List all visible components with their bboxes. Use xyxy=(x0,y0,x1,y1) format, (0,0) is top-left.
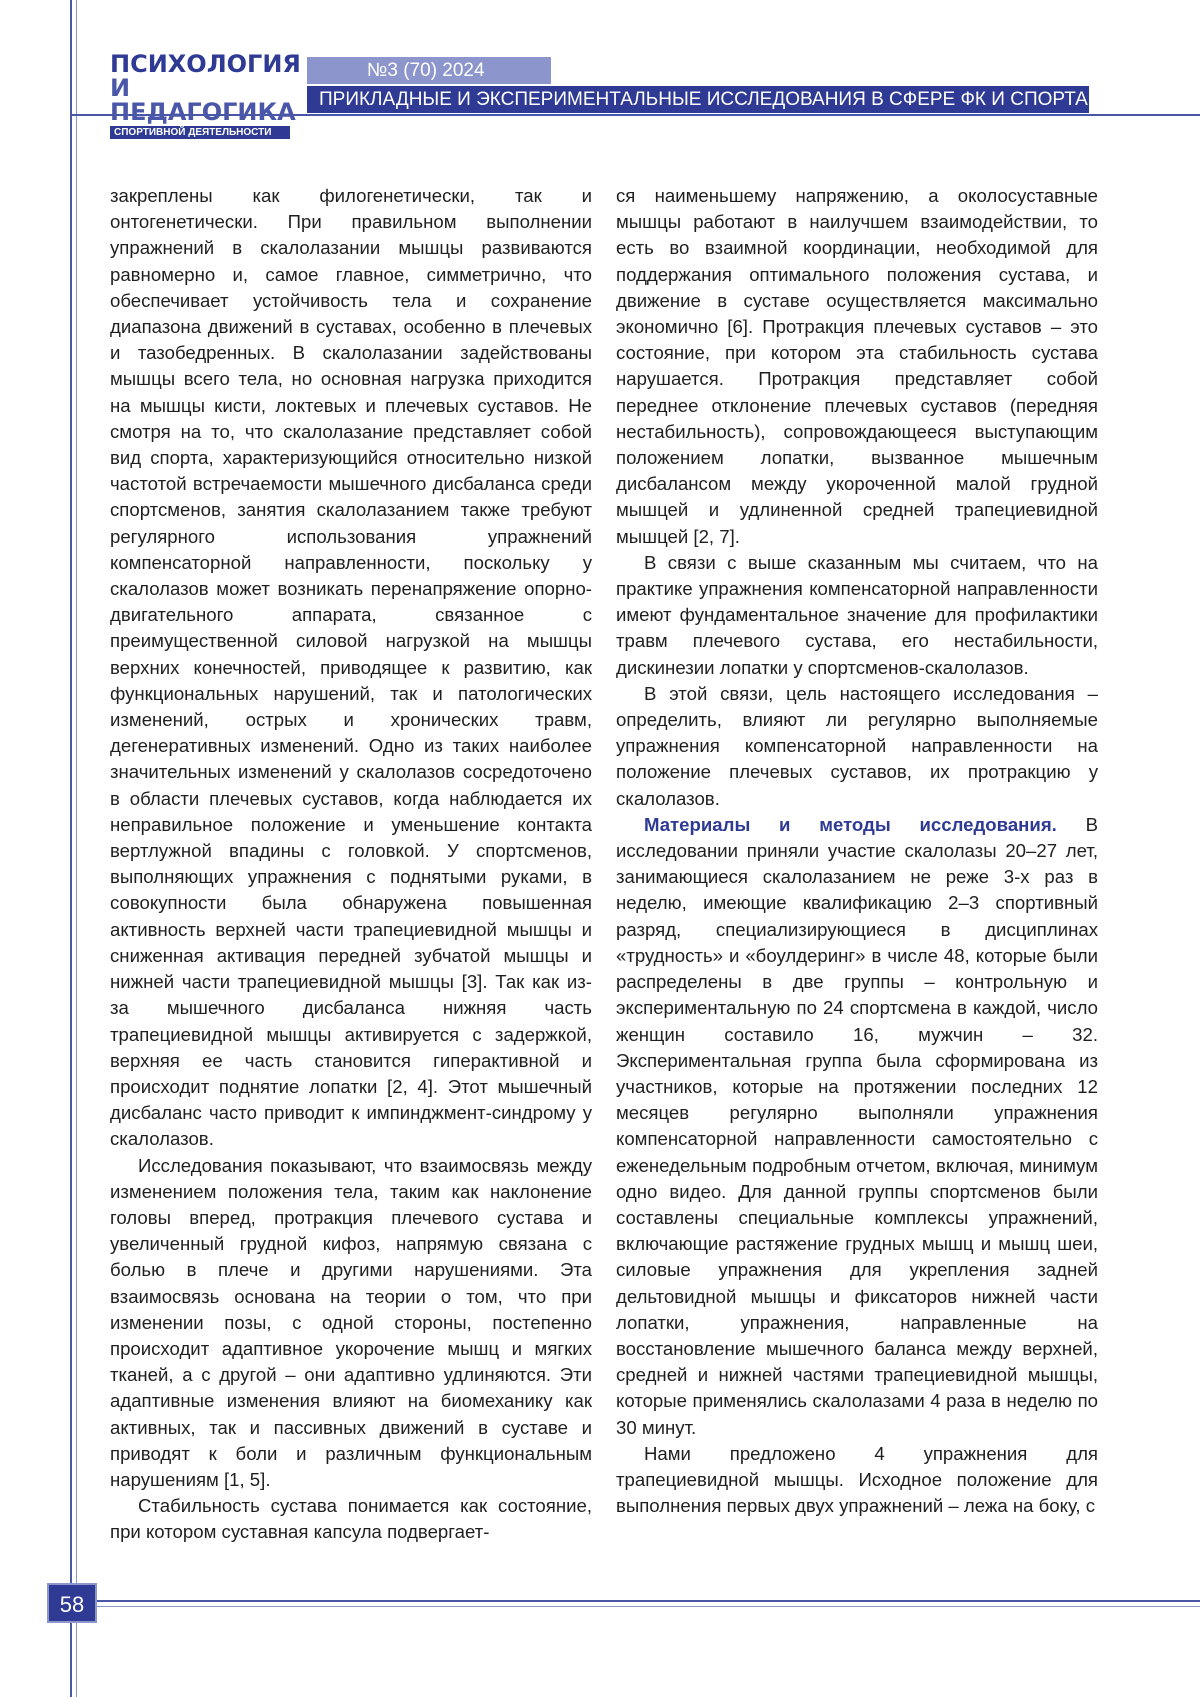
paragraph: закреплены как филогенетически, так и онтогенетически. При правильном выполнении упражнений в скалолазании мышцы развиваются равномерно и, самое главное, симметрично, что обеспечивает устойчивость тела и сохранение диапазона движений в суставах, особенно в плечевых и тазобедренных. В скалолазании задействованы мышцы всего тела, но основная нагрузка приходится на мышцы кисти, локтевых и плечевых суставов. Не смотря на то, что скалолазание представляет собой вид спорта, характеризующийся относительно низкой частотой встречаемости мышечного дисбаланса среди спортсменов, занятия скалолазанием также требуют регулярного использования упражнений компенсаторной направленности, поскольку у скалолазов может возникать перенапряжение опорно-двигательного аппарата, связанное с преимущественной силовой нагрузкой на мышцы верхних конечностей, приводящее к развитию, как функциональных нарушений, так и патологических изменений, острых и хронических травм, дегенеративных изменений. Одно из таких наиболее значительных изменений у скалолазов сосредоточено в области плечевых суставов, когда наблюдается их неправильное положение и уменьшение контакта вертлужной впадины с головкой. У спортсменов, выполняющих упражнения с поднятыми руками, в совокупности была обнаружена повышенная активность верхней части трапециевидной мышцы и сниженная активация передней зубчатой мышцы и нижней части трапециевидной мышцы [3]. Так как из-за мышечного дисбаланса нижняя часть трапециевидной мышцы активируется с задержкой, верхняя ее часть становится гиперактивной и происходит поднятие лопатки [2, 4]. Этот мышечный дисбаланс часто приводит к импинджмент-синдрому у скалолазов. xyxy=(110,185,592,1150)
page-number: 58 xyxy=(47,1583,97,1623)
section-heading: Материалы и методы исследования. xyxy=(644,813,1057,835)
paragraph: Исследования показывают, что взаимосвязь между изменением положения тела, таким как наклонение головы вперед, протракция плечевого сустава и увеличенный грудной кифоз, напрямую связана с болью в плече и другими нарушениями. Эта взаимосвязь основана на теории о том, что при изменении позы, с одной стороны, постепенно происходит адаптивное укорочение мышц и мягких тканей, а с другой – они адаптивно удлиняются. Эти адаптивные изменения влияют на биомеханику как активных, так и пассивных движений в суставе и приводят к боли и различным функциональным нарушениям [1, 5]. xyxy=(110,1154,592,1490)
issue-number: №3 (70) 2024 xyxy=(307,57,551,84)
paragraph: В этой связи, цель настоящего исследования – определить, влияют ли регулярно выполняемые упражнения компенсаторной направленности на положение плечевых суставов, их протракцию у скалолазов. xyxy=(616,682,1098,809)
paragraph: Нами предложено 4 упражнения для трапециевидной мышцы. Исходное положение для выполнения первых двух упражнений – лежа на боку, с xyxy=(616,1442,1098,1517)
paragraph xyxy=(616,812,1098,1441)
journal-title-line1: ПСИХОЛОГИЯ xyxy=(110,50,301,78)
journal-title-line2: И ПЕДАГОГИКА xyxy=(110,74,296,126)
frame-line-bottom xyxy=(70,1600,1200,1602)
section-title: ПРИКЛАДНЫЕ И ЭКСПЕРИМЕНТАЛЬНЫЕ ИССЛЕДОВАНИЯ В СФЕРЕ ФК И СПОРТА xyxy=(307,86,1089,113)
paragraph-body: В исследовании приняли участие скалолазы 20–27 лет, занимающиеся скалолазанием не реже 3-х раз в неделю, имеющие квалификацию 2–3 спортивный разряд, специализирующиеся в дисциплинах «трудность» и «боулдеринг» в числе 48, которые были распределены в две группы – контрольную и экспериментальную по 24 спортсмена в каждой, число женщин составило 16, мужчин – 32. Экспериментальная группа была сформирована из участников, которые на протяжении последних 12 месяцев регулярно выполняли упражнения компенсаторной направленности самостоятельно с еженедельным подробным отчетом, включая, минимум одно видео. Для данной группы спортсменов были составлены специальные комплексы упражнений, включающие растяжение грудных мышц и мышц шеи, силовые упражнения для укрепления задней дельтовидной мышцы и фиксаторов нижней части лопатки, упражнения, направленные на восстановление мышечного баланса между верхней, средней и нижней частями трапециевидной мышцы, которые применялись скалолазами 4 раза в неделю по 30 минут. xyxy=(616,813,1098,1438)
left-column xyxy=(110,183,592,1546)
journal-title-line3: СПОРТИВНОЙ ДЕЯТЕЛЬНОСТИ xyxy=(110,126,290,139)
frame-line-left-inner xyxy=(76,0,77,1697)
paragraph: ся наименьшему напряжению, а околосуставные мышцы работают в наилучшем взаимодействии, то есть во взаимной координации, необходимой для поддержания оптимального положения сустава, и движение в суставе осуществляется максимально экономично [6]. Протракция плечевых суставов – это состояние, при котором эта стабильность сустава нарушается. Протракция представляет собой переднее отклонение плечевых суставов (передняя нестабильность), сопровождающееся выступающим положением лопатки, вызванное мышечным дисбалансом между укороченной малой грудной мышцей и удлиненной средней трапециевидной мышцей [2, 7]. xyxy=(616,185,1098,547)
frame-line-bottom-inner xyxy=(70,1606,1200,1607)
paragraph: Стабильность сустава понимается как состояние, при котором суставная капсула подвергает- xyxy=(110,1495,592,1543)
frame-line-left xyxy=(70,0,72,1697)
right-column xyxy=(616,183,1098,1519)
journal-logo xyxy=(110,50,301,139)
paragraph: В связи с выше сказанным мы считаем, что на практике упражнения компенсаторной направленности имеют фундаментальное значение для профилактики травм плечевого сустава, его нестабильности, дискинезии лопатки у спортсменов-скалолазов. xyxy=(616,551,1098,678)
